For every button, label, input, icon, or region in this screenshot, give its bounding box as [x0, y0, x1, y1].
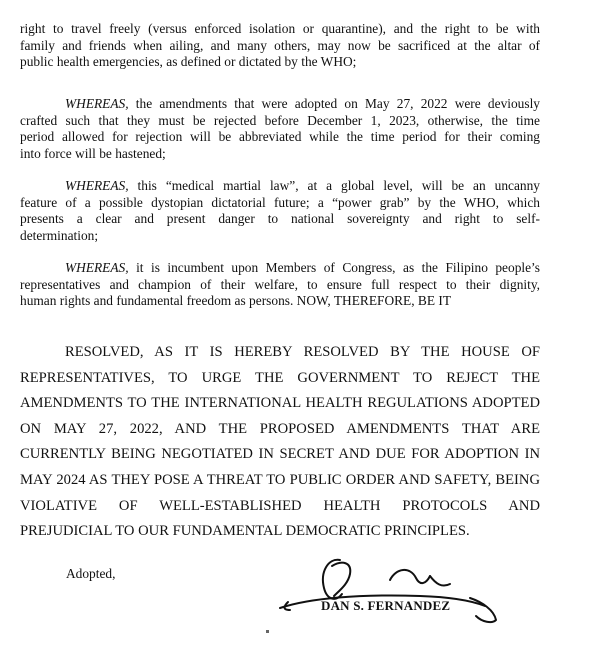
resolution-line: MAY 2024 AS THEY POSE A THREAT TO PUBLIC ORDER AND SAFETY, BEING	[20, 471, 540, 488]
resolution-line: PREJUDICIAL TO OUR FUNDAMENTAL DEMOCRATIC PRINCIPLES.	[20, 523, 470, 540]
resolution-line: REPRESENTATIVES, TO URGE THE GOVERNMENT TO REJECT THE	[20, 369, 540, 386]
resolution-line: RESOLVED, AS IT IS HEREBY RESOLVED BY THE HOUSE OF	[65, 344, 540, 360]
text-fragment: this “medical martial law”, at a global level, will be an uncanny	[128, 178, 540, 193]
signer-name: DAN S. FERNANDEZ	[321, 598, 451, 613]
whereas-lead: WHEREAS,	[65, 96, 129, 111]
paragraph-whereas-congress	[20, 260, 540, 310]
text-line: right to travel freely (versus enforced isolation or quarantine), and the right to be with	[20, 21, 540, 36]
text-line: period allowed for rejection will be abbreviated while the time period for their coming	[20, 129, 540, 144]
text-line: family and friends when ailing, and many others, may now be sacrificed at the altar of	[20, 37, 540, 53]
text-line: determination;	[20, 227, 99, 243]
paragraph-whereas-martial-law	[20, 178, 540, 244]
text-line: representatives and champion of their welfare, to ensure full respect to their dignity,	[20, 276, 540, 292]
resolution-line: ON MAY 27, 2022, AND THE PROPOSED AMENDMENTS THAT ARE	[20, 420, 540, 437]
text-line: public health emergencies, as defined or dictated by the WHO;	[20, 54, 357, 69]
resolution-line: CURRENTLY BEING NEGOTIATED IN SECRET AND DUE FOR ADOPTION IN	[20, 446, 540, 463]
whereas-lead: WHEREAS,	[65, 260, 129, 275]
text-line: presents a clear and present danger to national sovereignty and right to self-	[20, 211, 540, 226]
text-line: human rights and fundamental freedom as persons. NOW, THEREFORE, BE IT	[20, 293, 452, 308]
resolution-clause	[20, 340, 540, 545]
text-line: crafted such that they must be rejected before December 1, 2023, otherwise, the time	[20, 112, 540, 128]
text-line	[20, 178, 540, 195]
text-fragment: the amendments that were adopted on May 27, 2022 were deviously	[128, 96, 540, 111]
text-line	[20, 96, 540, 113]
text-line: feature of a possible dystopian dictatorial future; a “power grab” by the WHO, which	[20, 194, 540, 210]
text-line: into force will be hastened;	[20, 145, 166, 161]
paragraph-rights	[20, 21, 540, 71]
paragraph-whereas-amendments	[20, 96, 540, 162]
text-line	[20, 260, 540, 277]
page-mark	[266, 630, 269, 633]
whereas-lead: WHEREAS,	[65, 178, 129, 193]
handwritten-signature	[270, 550, 510, 630]
resolution-line: VIOLATIVE OF WELL-ESTABLISHED HEALTH PROTOCOLS AND	[20, 497, 540, 514]
resolution-line: AMENDMENTS TO THE INTERNATIONAL HEALTH REGULATIONS ADOPTED	[20, 395, 540, 412]
text-fragment: it is incumbent upon Members of Congress, as the Filipino people’s	[128, 260, 540, 275]
adopted-label: Adopted,	[66, 566, 116, 581]
